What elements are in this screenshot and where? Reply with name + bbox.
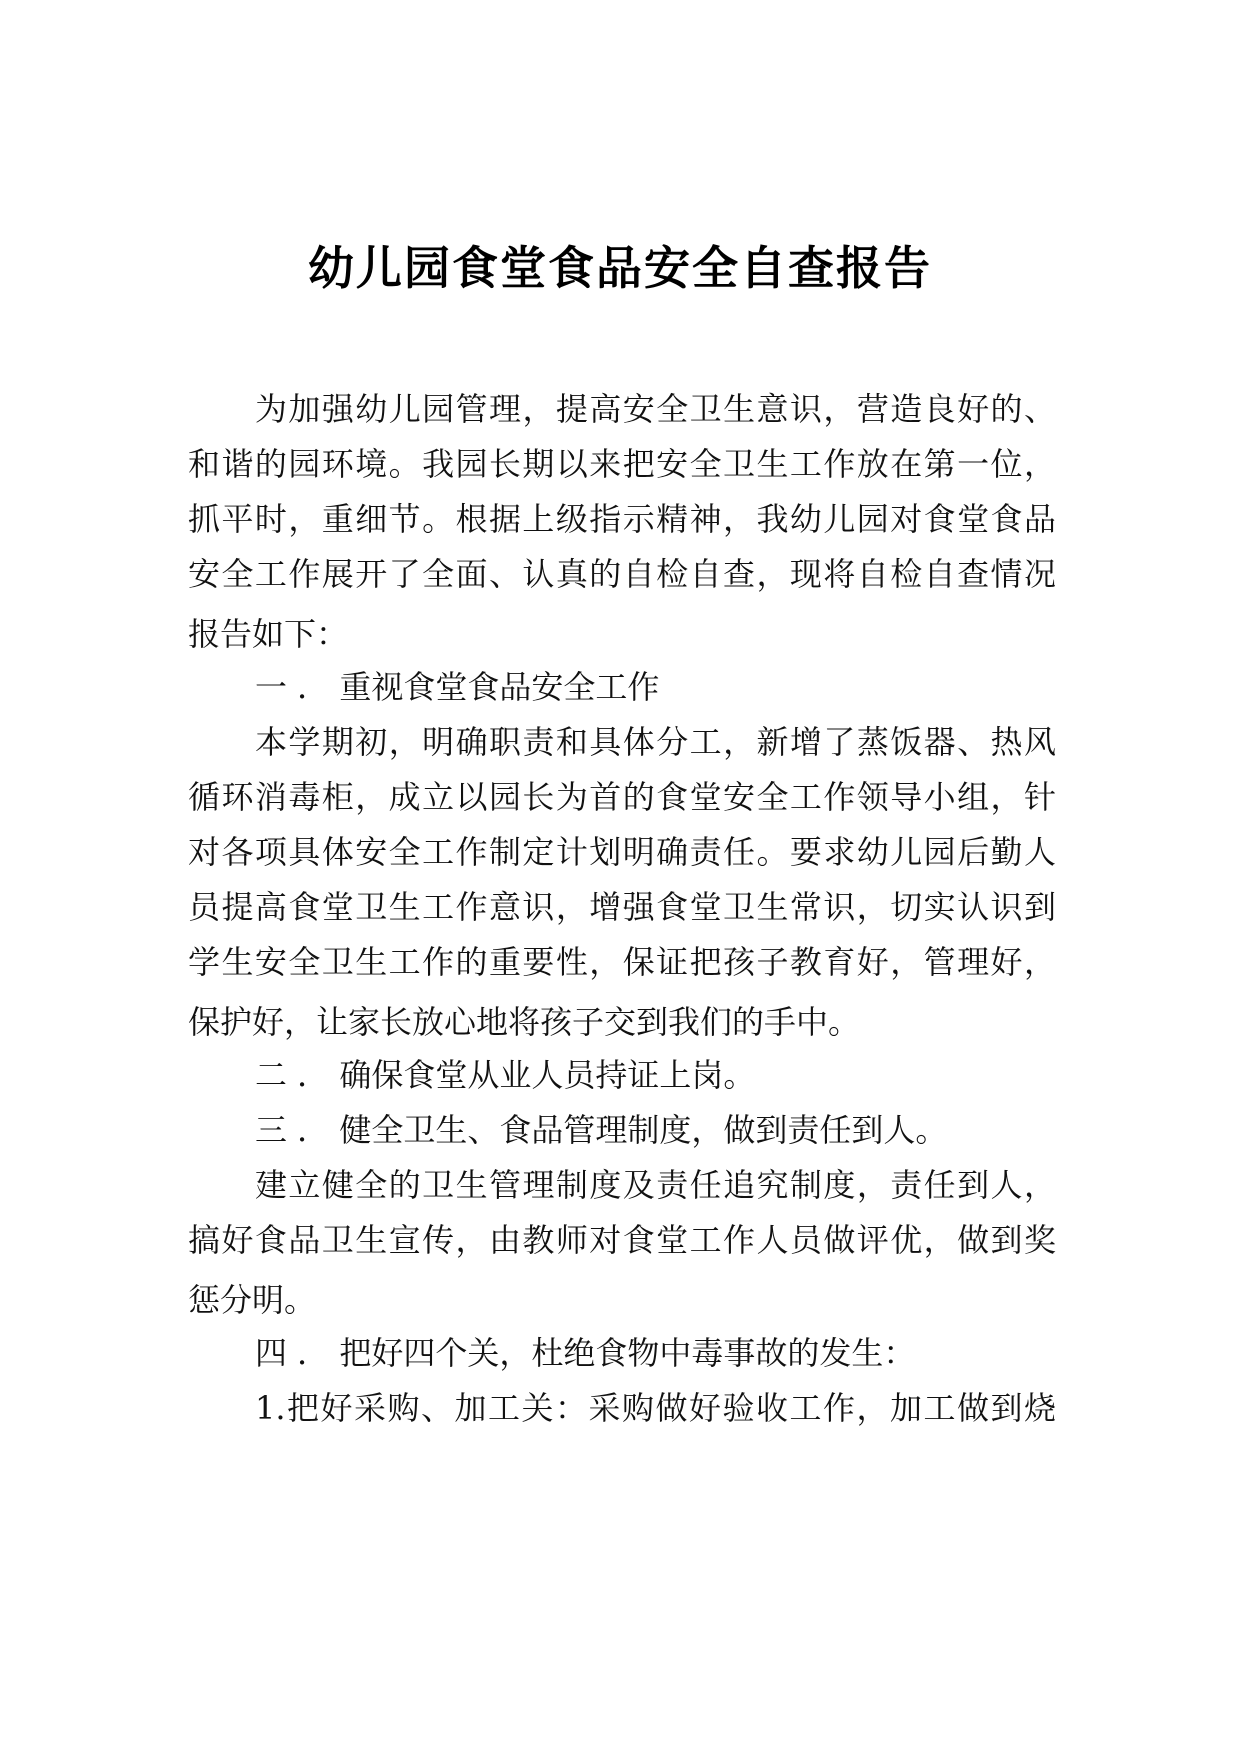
- section-heading: 一 ． 重视食堂食品安全工作: [255, 668, 660, 706]
- list-item: 1.把好采购、加工关：采购做好验收工作，加工做到烧: [255, 1389, 1056, 1427]
- paragraph-line: 员提高食堂卫生工作意识，增强食堂卫生常识，切实认识到: [188, 888, 1056, 926]
- paragraph-line: 本学期初，明确职责和具体分工，新增了蒸饭器、热风: [255, 723, 1056, 761]
- section-heading: 三 ． 健全卫生、食品管理制度，做到责任到人。: [255, 1111, 948, 1149]
- paragraph-line: 惩分明。: [188, 1281, 317, 1319]
- paragraph-line: 安全工作展开了全面、认真的自检自查，现将自检自查情况: [188, 555, 1056, 593]
- paragraph-line: 抓平时，重细节。根据上级指示精神，我幼儿园对食堂食品: [188, 500, 1056, 538]
- section-heading: 二 ． 确保食堂从业人员持证上岗。: [255, 1056, 756, 1094]
- paragraph-line: 对各项具体安全工作制定计划明确责任。要求幼儿园后勤人: [188, 833, 1056, 871]
- paragraph-line: 建立健全的卫生管理制度及责任追究制度，责任到人，: [255, 1166, 1056, 1204]
- paragraph-line: 和谐的园环境。我园长期以来把安全卫生工作放在第一位，: [188, 445, 1056, 483]
- document-title: 幼儿园食堂食品安全自查报告: [308, 241, 932, 295]
- paragraph-line: 循环消毒柜，成立以园长为首的食堂安全工作领导小组，针: [188, 778, 1056, 816]
- paragraph-line: 学生安全卫生工作的重要性，保证把孩子教育好，管理好，: [188, 943, 1056, 981]
- paragraph-line: 搞好食品卫生宣传，由教师对食堂工作人员做评优，做到奖: [188, 1221, 1056, 1259]
- paragraph-line: 报告如下：: [188, 615, 349, 653]
- section-heading: 四 ． 把好四个关，杜绝食物中毒事故的发生：: [255, 1334, 916, 1372]
- paragraph-line: 保护好，让家长放心地将孩子交到我们的手中。: [188, 1003, 861, 1041]
- paragraph-line: 为加强幼儿园管理，提高安全卫生意识，营造良好的、: [255, 390, 1056, 428]
